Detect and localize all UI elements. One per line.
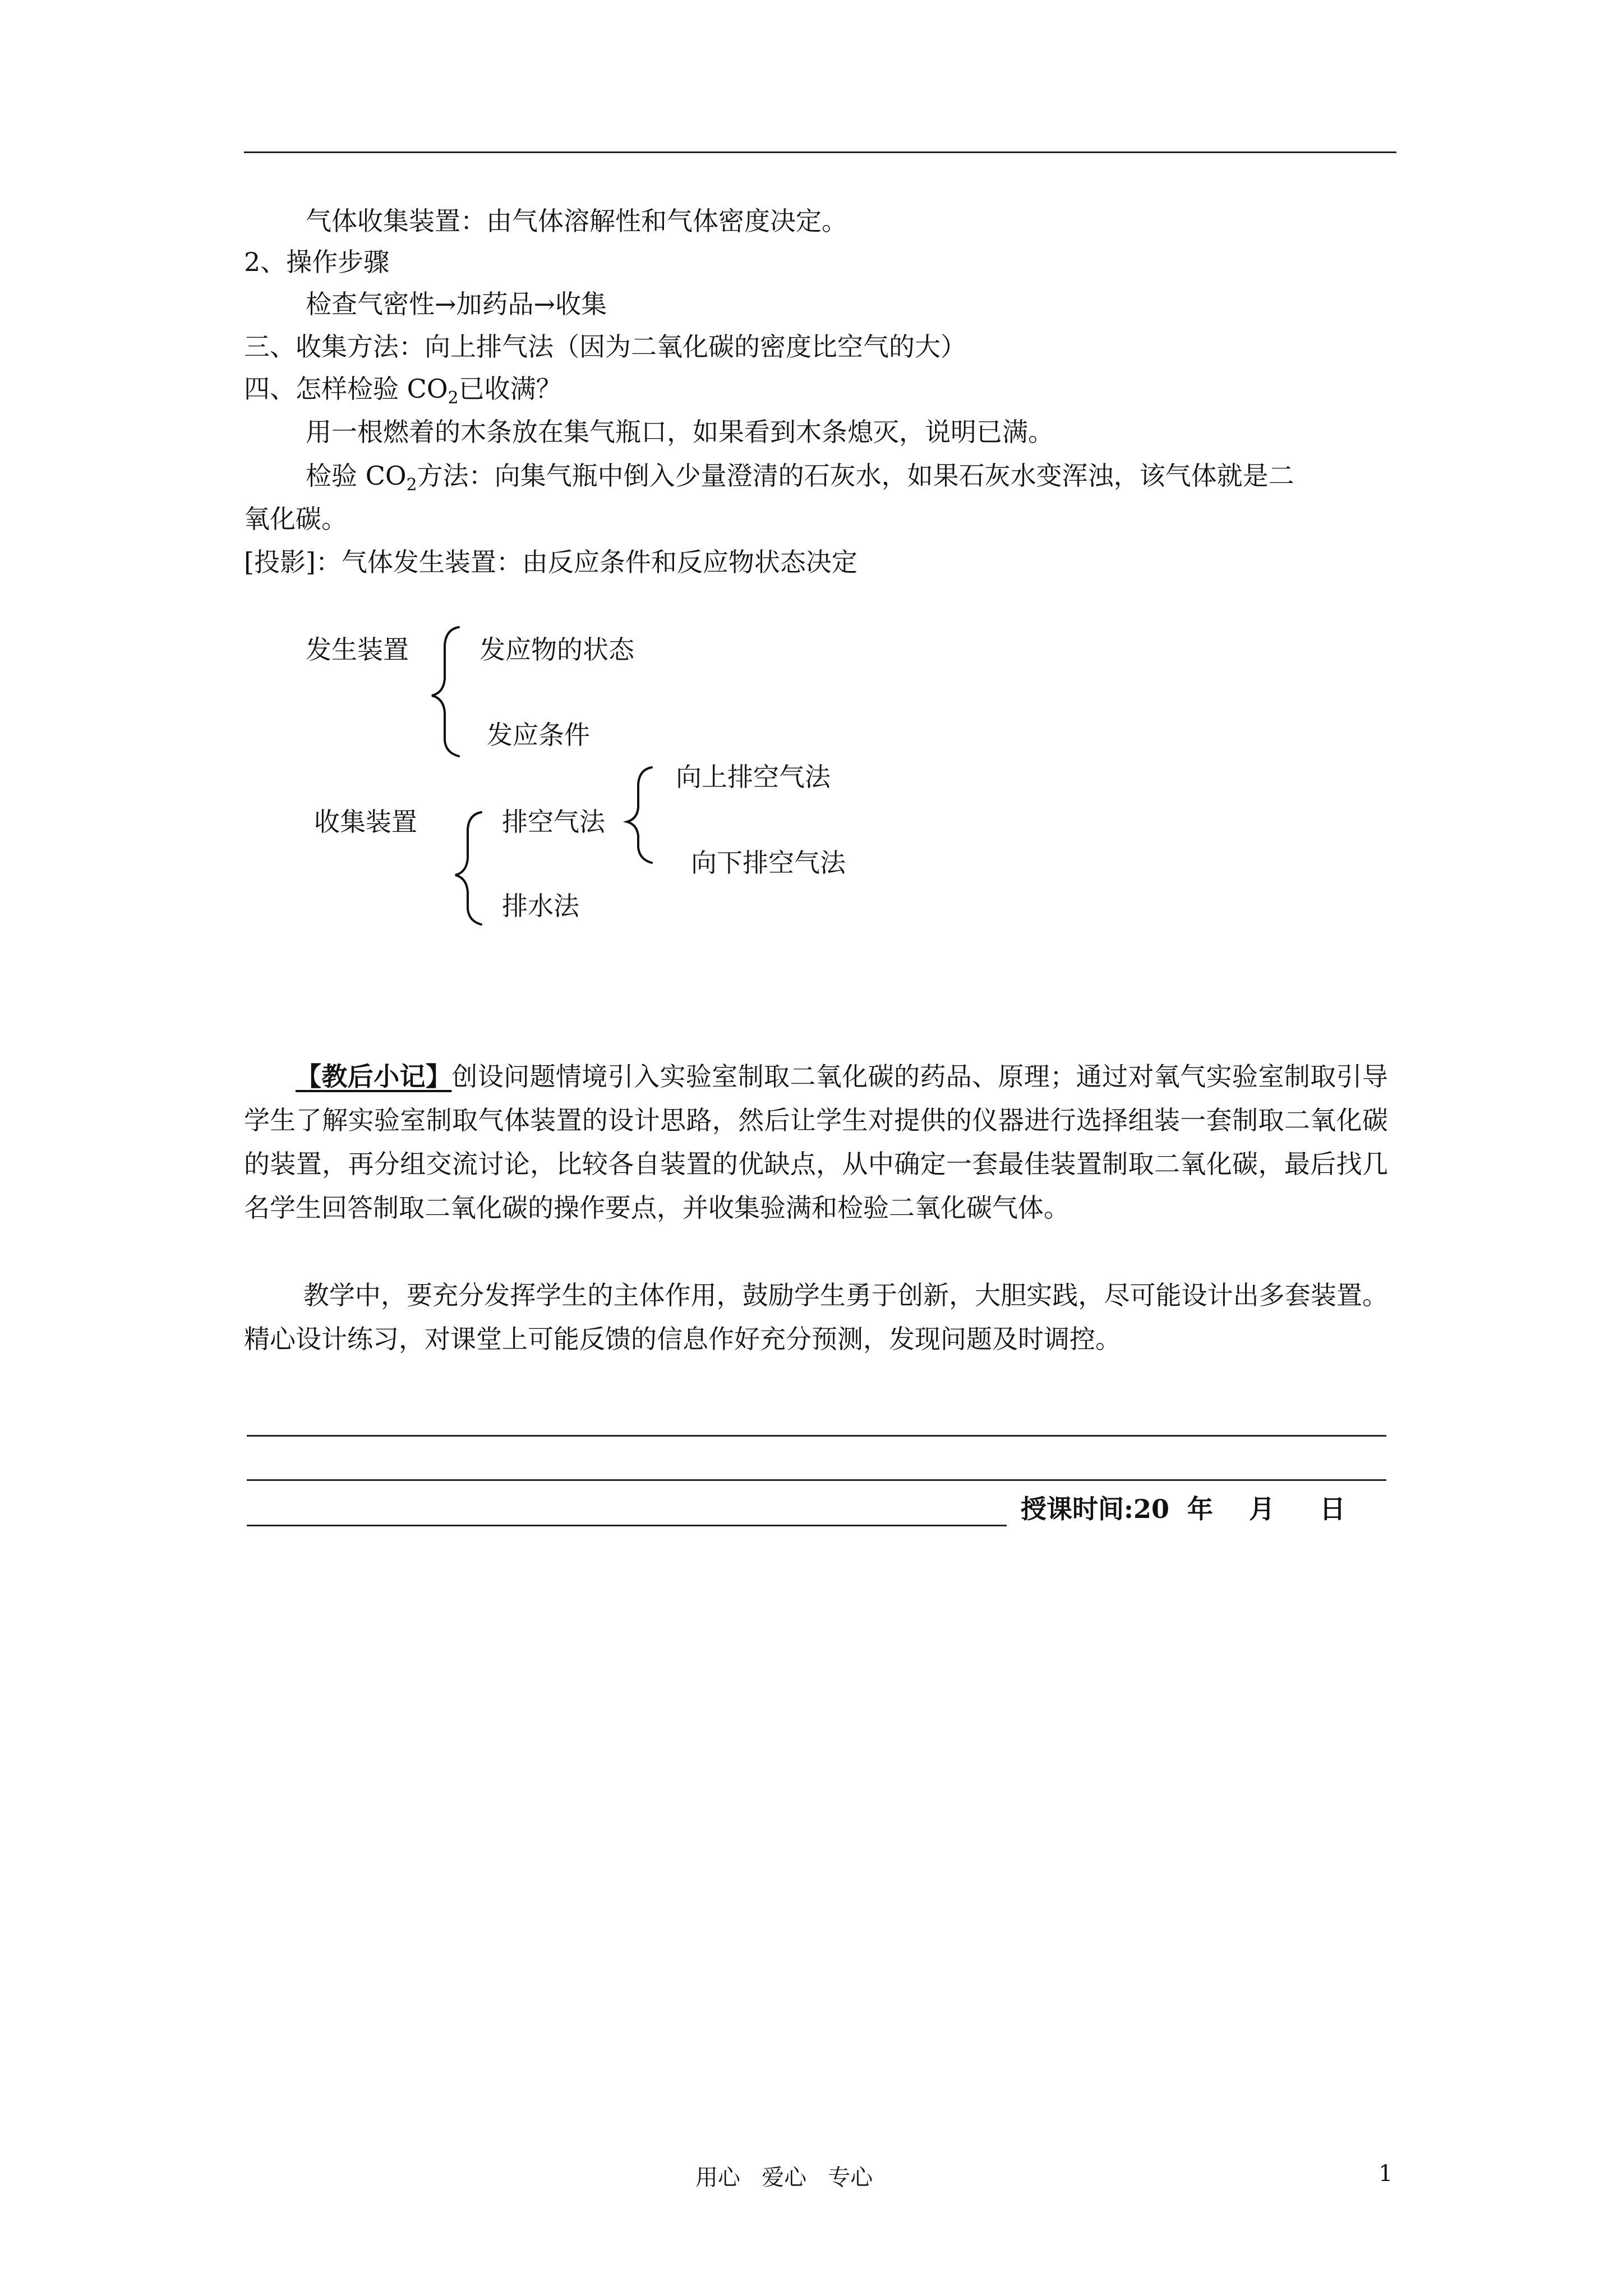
verify-sub: 2 [406,475,417,495]
verify-prefix: 检验 CO [306,461,407,491]
notes-paragraph-1 [244,1055,1388,1230]
line-check-full-answer: 用一根燃着的木条放在集气瓶口，如果看到木条熄灭，说明已满。 [306,417,1054,447]
notes-para-1-text: 创设问题情境引入实验室制取二氧化碳的药品、原理；通过对氧气实验室制取引导学生了解实验室制取气体装置的设计思路，然后让学生对提供的仪器进行选择组装一套制取二氧化碳的装置，再分组交流讨论，比较各自装置的优缺点，从中确定一套最佳装置制取二氧化碳，最后找几名学生回答制取二氧化碳的操作要点，并收集验满和检验二氧化碳气体。 [244,1061,1389,1223]
notes-heading: 【教后小记】 [296,1061,452,1092]
air-method-brace [627,767,652,863]
line-steps-heading: 2、操作步骤 [244,247,390,277]
brace-diagram [0,0,1623,1010]
line-collection-method: 三、收集方法：向上排气法（因为二氧化碳的密度比空气的大） [244,332,966,362]
air-method-item-up: 向上排空气法 [676,762,831,792]
notes-paragraph-2: 教学中，要充分发挥学生的主体作用，鼓励学生勇于创新，大胆实践，尽可能设计出多套装置。精心设计练习，对课堂上可能反馈的信息作好充分预测，发现问题及时调控。 [244,1280,1388,1354]
generation-brace [432,627,459,756]
air-method-label: 排空气法 [502,807,605,837]
check-full-prefix: 四、怎样检验 CO [244,374,448,404]
check-full-suffix: 已收满？ [458,374,562,404]
note-line-3 [247,1525,1007,1526]
generation-item-state: 发应物的状态 [479,634,634,665]
line-projection: [投影]：气体发生装置：由反应条件和反应物状态决定 [244,547,857,577]
note-line-1 [247,1435,1386,1437]
line-steps-content: 检查气密性→加药品→收集 [306,289,607,319]
teaching-time: 授课时间:20 年 月 日 [1021,1494,1346,1524]
generation-label: 发生装置 [306,634,409,665]
line-gas-collection-device: 气体收集装置：由气体溶解性和气体密度决定。 [306,206,847,236]
collection-label: 收集装置 [314,807,417,837]
verify-suffix: 方法：向集气瓶中倒入少量澄清的石灰水，如果石灰水变浑浊，该气体就是二 [417,461,1294,491]
note-line-2 [247,1479,1386,1481]
water-method-label: 排水法 [502,891,579,921]
page-number: 1 [1378,2161,1393,2187]
collection-brace [455,812,481,924]
footer-motto: 用心 爱心 专心 [695,2165,873,2191]
line-verify-cont: 氧化碳。 [244,504,347,534]
air-method-item-down: 向下排空气法 [691,848,846,878]
generation-item-condition: 发应条件 [487,720,590,750]
check-full-sub: 2 [448,388,459,408]
